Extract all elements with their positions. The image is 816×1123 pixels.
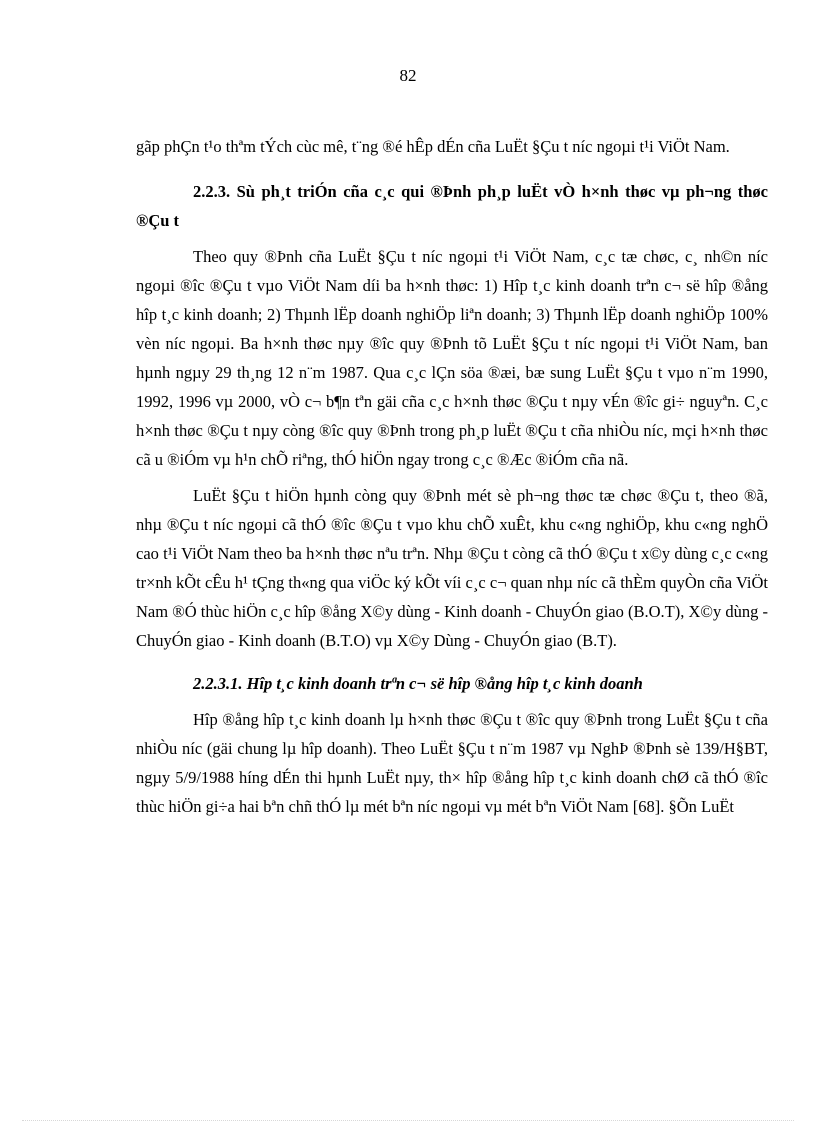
paragraph: LuËt §Çu t hiÖn hµnh còng quy ®Þnh mét sè ph¬ng thøc tæ chøc ®Çu t, theo ®ã, nhµ ®Çu t níc ngoµi cã thÓ ®îc ®Çu t vµo khu chÕ xuÊt, khu c«ng nghiÖp, khu c«ng nghÖ cao t¹i ViÖt Nam theo ba h×nh thøc nªu trªn. Nhµ ®Çu t còng cã thÓ ®Çu t x©y dùng c¸c c«ng tr×nh kÕt cÊu h¹ tÇng th«ng qua viÖc ký kÕt víi c¸c c¬ quan nhµ níc cã thÈm quyÒn cña ViÖt Nam ®Ó thùc hiÖn c¸c hîp ®ång X©y dùng - Kinh doanh - ChuyÓn giao (B.O.T), X©y dùng - ChuyÓn giao - Kinh doanh (B.T.O) vµ X©y Dùng - ChuyÓn giao (B.T). <box>136 486 768 650</box>
document-body <box>136 132 768 821</box>
page-number: 82 <box>399 66 417 85</box>
paragraph: Theo quy ®Þnh cña LuËt §Çu t níc ngoµi t¹i ViÖt Nam, c¸c tæ chøc, c¸ nh©n níc ngoµi ®îc ®Çu t vµo ViÖt Nam díi ba h×nh thøc: 1) Hîp t¸c kinh doanh trªn c¬ së hîp ®ång hîp t¸c kinh doanh; 2) Thµnh lËp doanh nghiÖp liªn doanh; 3) Thµnh lËp doanh nghiÖp 100% vèn níc ngoµi. Ba h×nh thøc nµy ®îc quy ®Þnh tõ LuËt §Çu t níc ngoµi t¹i ViÖt Nam, ban hµnh ngµy 29 th¸ng 12 n¨m 1987. Qua c¸c lÇn söa ®æi, bæ sung LuËt §Çu t vµo n¨m 1990, 1992, 1996 vµ 2000, vÒ c¬ b¶n tªn gäi cña c¸c h×nh thøc ®Çu t nµy vÉn ®îc gi÷ nguyªn. C¸c h×nh thøc ®Çu t nµy còng ®îc quy ®Þnh trong ph¸p luËt ®Çu t cña nhiÒu níc, mçi h×nh thøc cã u ®iÓm vµ h¹n chÕ riªng, thÓ hiÖn ngay trong c¸c ®Æc ®iÓm cña nã. <box>136 247 768 469</box>
paragraph: Hîp ®ång hîp t¸c kinh doanh lµ h×nh thøc ®Çu t ®îc quy ®Þnh trong LuËt §Çu t cña nhiÒu níc (gäi chung lµ hîp doanh). Theo LuËt §Çu t n¨m 1987 vµ NghÞ ®Þnh sè 139/H§BT, ngµy 5/9/1988 híng dÉn thi hµnh LuËt nµy, th× hîp ®ång hîp t¸c kinh doanh chØ cã thÓ ®îc thùc hiÖn gi÷a hai bªn chñ thÓ lµ mét bªn níc ngoµi vµ mét bªn ViÖt Nam [68]. §Õn LuËt <box>136 710 768 816</box>
subsection-heading: 2.2.3.1. Hîp t¸c kinh doanh trªn c¬ së hîp ®ång hîp t¸c kinh doanh <box>193 674 643 693</box>
section-heading: 2.2.3. Sù ph¸t triÓn cña c¸c qui ®Þnh ph¸p luËt vÒ h×nh thøc vµ ph¬ng thøc ®Çu t <box>136 182 768 230</box>
paragraph-continuation: gãp phÇn t¹o thªm tÝch cùc mê, t¨ng ®é hÊp dÉn cña LuËt §Çu t níc ngoµi t¹i ViÖt Nam. <box>136 137 730 156</box>
page-bottom-divider <box>22 1120 794 1121</box>
